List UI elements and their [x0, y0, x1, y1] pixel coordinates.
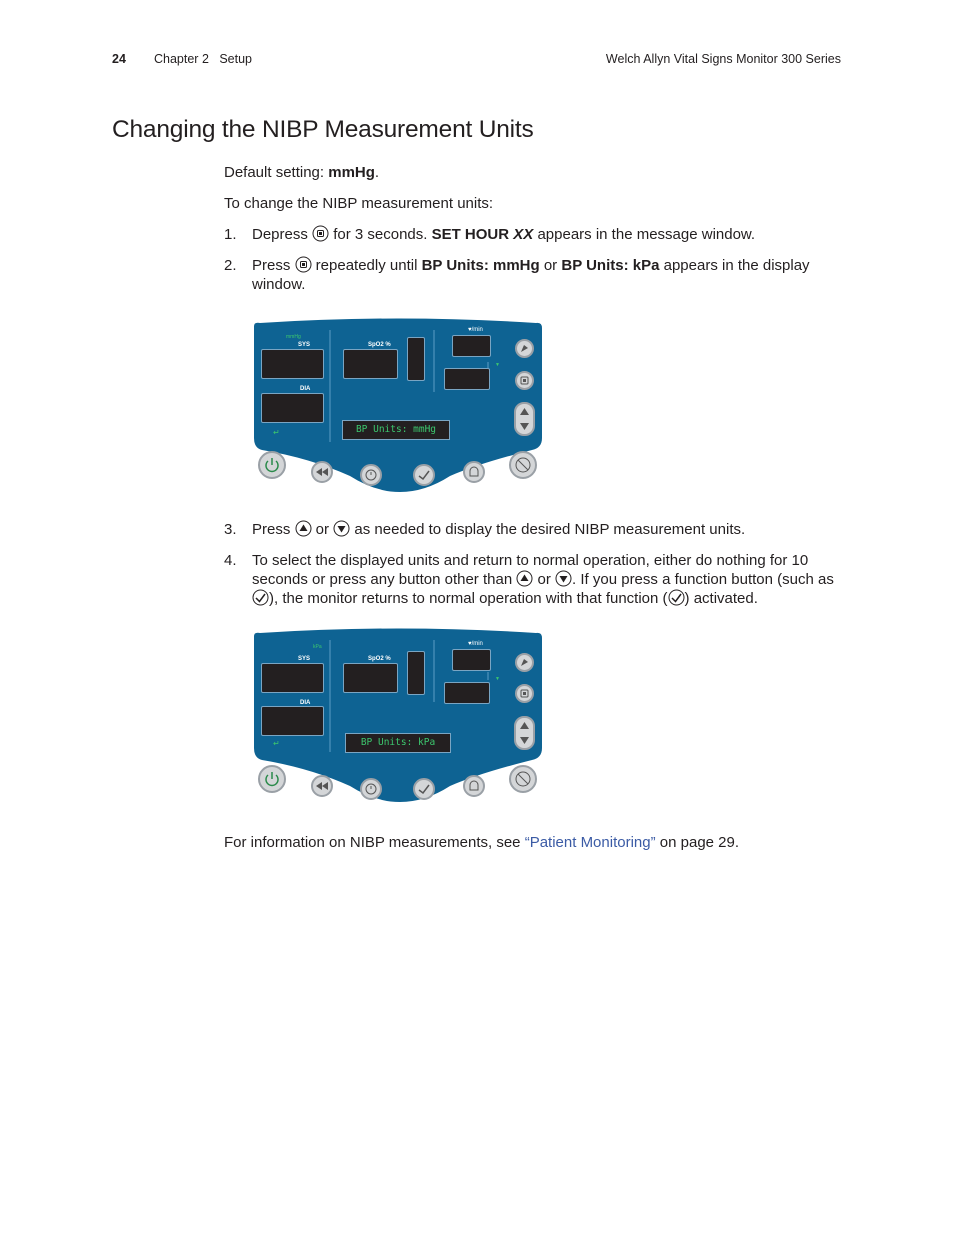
chapter-label: Chapter 2 Setup — [154, 52, 252, 66]
message-window: BP Units: kPa — [345, 733, 451, 753]
monitor-illustration-mmhg — [250, 318, 546, 508]
document-title: Welch Allyn Vital Signs Monitor 300 Series — [605, 52, 841, 66]
select-button-icon[interactable] — [515, 371, 534, 390]
pulse-bar — [407, 337, 425, 381]
return-arrow-icon: ↵ — [273, 739, 280, 748]
spo2-display — [343, 349, 398, 379]
power-icon[interactable] — [258, 451, 286, 479]
down-arrow-icon — [555, 570, 572, 587]
pulse-rate-display — [452, 335, 491, 357]
timer-icon[interactable] — [360, 778, 382, 800]
unit-indicator: kPa — [313, 644, 322, 650]
section-title: Changing the NIBP Measurement Units — [112, 116, 534, 143]
dia-display — [261, 706, 324, 736]
sys-display — [261, 663, 324, 693]
see-also-text: For information on NIBP measurements, see “Patient Monitoring” on page 29. — [224, 834, 740, 851]
start-nibp-icon — [668, 589, 685, 606]
select-button-icon[interactable] — [515, 684, 534, 703]
select-button-icon — [312, 225, 329, 242]
cuff-icon[interactable] — [515, 339, 534, 358]
sys-display — [261, 349, 324, 379]
start-nibp-icon[interactable] — [413, 778, 435, 800]
temp-display — [444, 682, 490, 704]
step-number: 2. — [224, 257, 237, 274]
dia-label: DIA — [300, 700, 311, 706]
step-number: 4. — [224, 552, 237, 569]
spo2-display — [343, 663, 398, 693]
alarm-silence-icon[interactable] — [509, 451, 537, 479]
up-arrow-icon — [295, 520, 312, 537]
spo2-label: SpO2 % — [368, 342, 391, 348]
sys-label: SYS — [298, 656, 311, 662]
intro-text: To change the NIBP measurement units: — [224, 195, 494, 212]
up-down-button[interactable] — [514, 402, 535, 436]
step-number: 3. — [224, 521, 237, 538]
page-number: 24 — [112, 52, 126, 66]
temp-unit-indicator: ▼ — [495, 676, 500, 682]
alarm-bell-icon[interactable] — [463, 775, 485, 797]
alarm-bell-icon[interactable] — [463, 461, 485, 483]
up-down-button[interactable] — [514, 716, 535, 750]
cuff-icon[interactable] — [515, 653, 534, 672]
monitor-illustration-kpa — [250, 628, 546, 818]
patient-monitoring-link[interactable]: “Patient Monitoring” — [524, 834, 656, 851]
pulse-rate-display — [452, 649, 491, 671]
return-arrow-icon: ↵ — [273, 428, 280, 437]
sys-label: SYS — [298, 342, 311, 348]
down-arrow-icon — [333, 520, 350, 537]
temp-unit-indicator: ▼ — [495, 362, 500, 368]
default-setting: Default setting: mmHg. — [224, 164, 380, 181]
dia-label: DIA — [300, 386, 311, 392]
select-button-icon — [295, 256, 312, 273]
message-window: BP Units: mmHg — [342, 420, 450, 440]
pulse-rate-label: ♥/min — [468, 327, 483, 333]
up-arrow-icon — [516, 570, 533, 587]
timer-icon[interactable] — [360, 464, 382, 486]
unit-indicator: mmHg — [286, 334, 301, 340]
spo2-label: SpO2 % — [368, 656, 391, 662]
start-nibp-icon[interactable] — [413, 464, 435, 486]
power-icon[interactable] — [258, 765, 286, 793]
alarm-silence-icon[interactable] — [509, 765, 537, 793]
rewind-icon[interactable] — [311, 461, 333, 483]
step-number: 1. — [224, 226, 237, 243]
dia-display — [261, 393, 324, 423]
temp-display — [444, 368, 490, 390]
rewind-icon[interactable] — [311, 775, 333, 797]
start-nibp-icon — [252, 589, 269, 606]
pulse-bar — [407, 651, 425, 695]
pulse-rate-label: ♥/min — [468, 641, 483, 647]
